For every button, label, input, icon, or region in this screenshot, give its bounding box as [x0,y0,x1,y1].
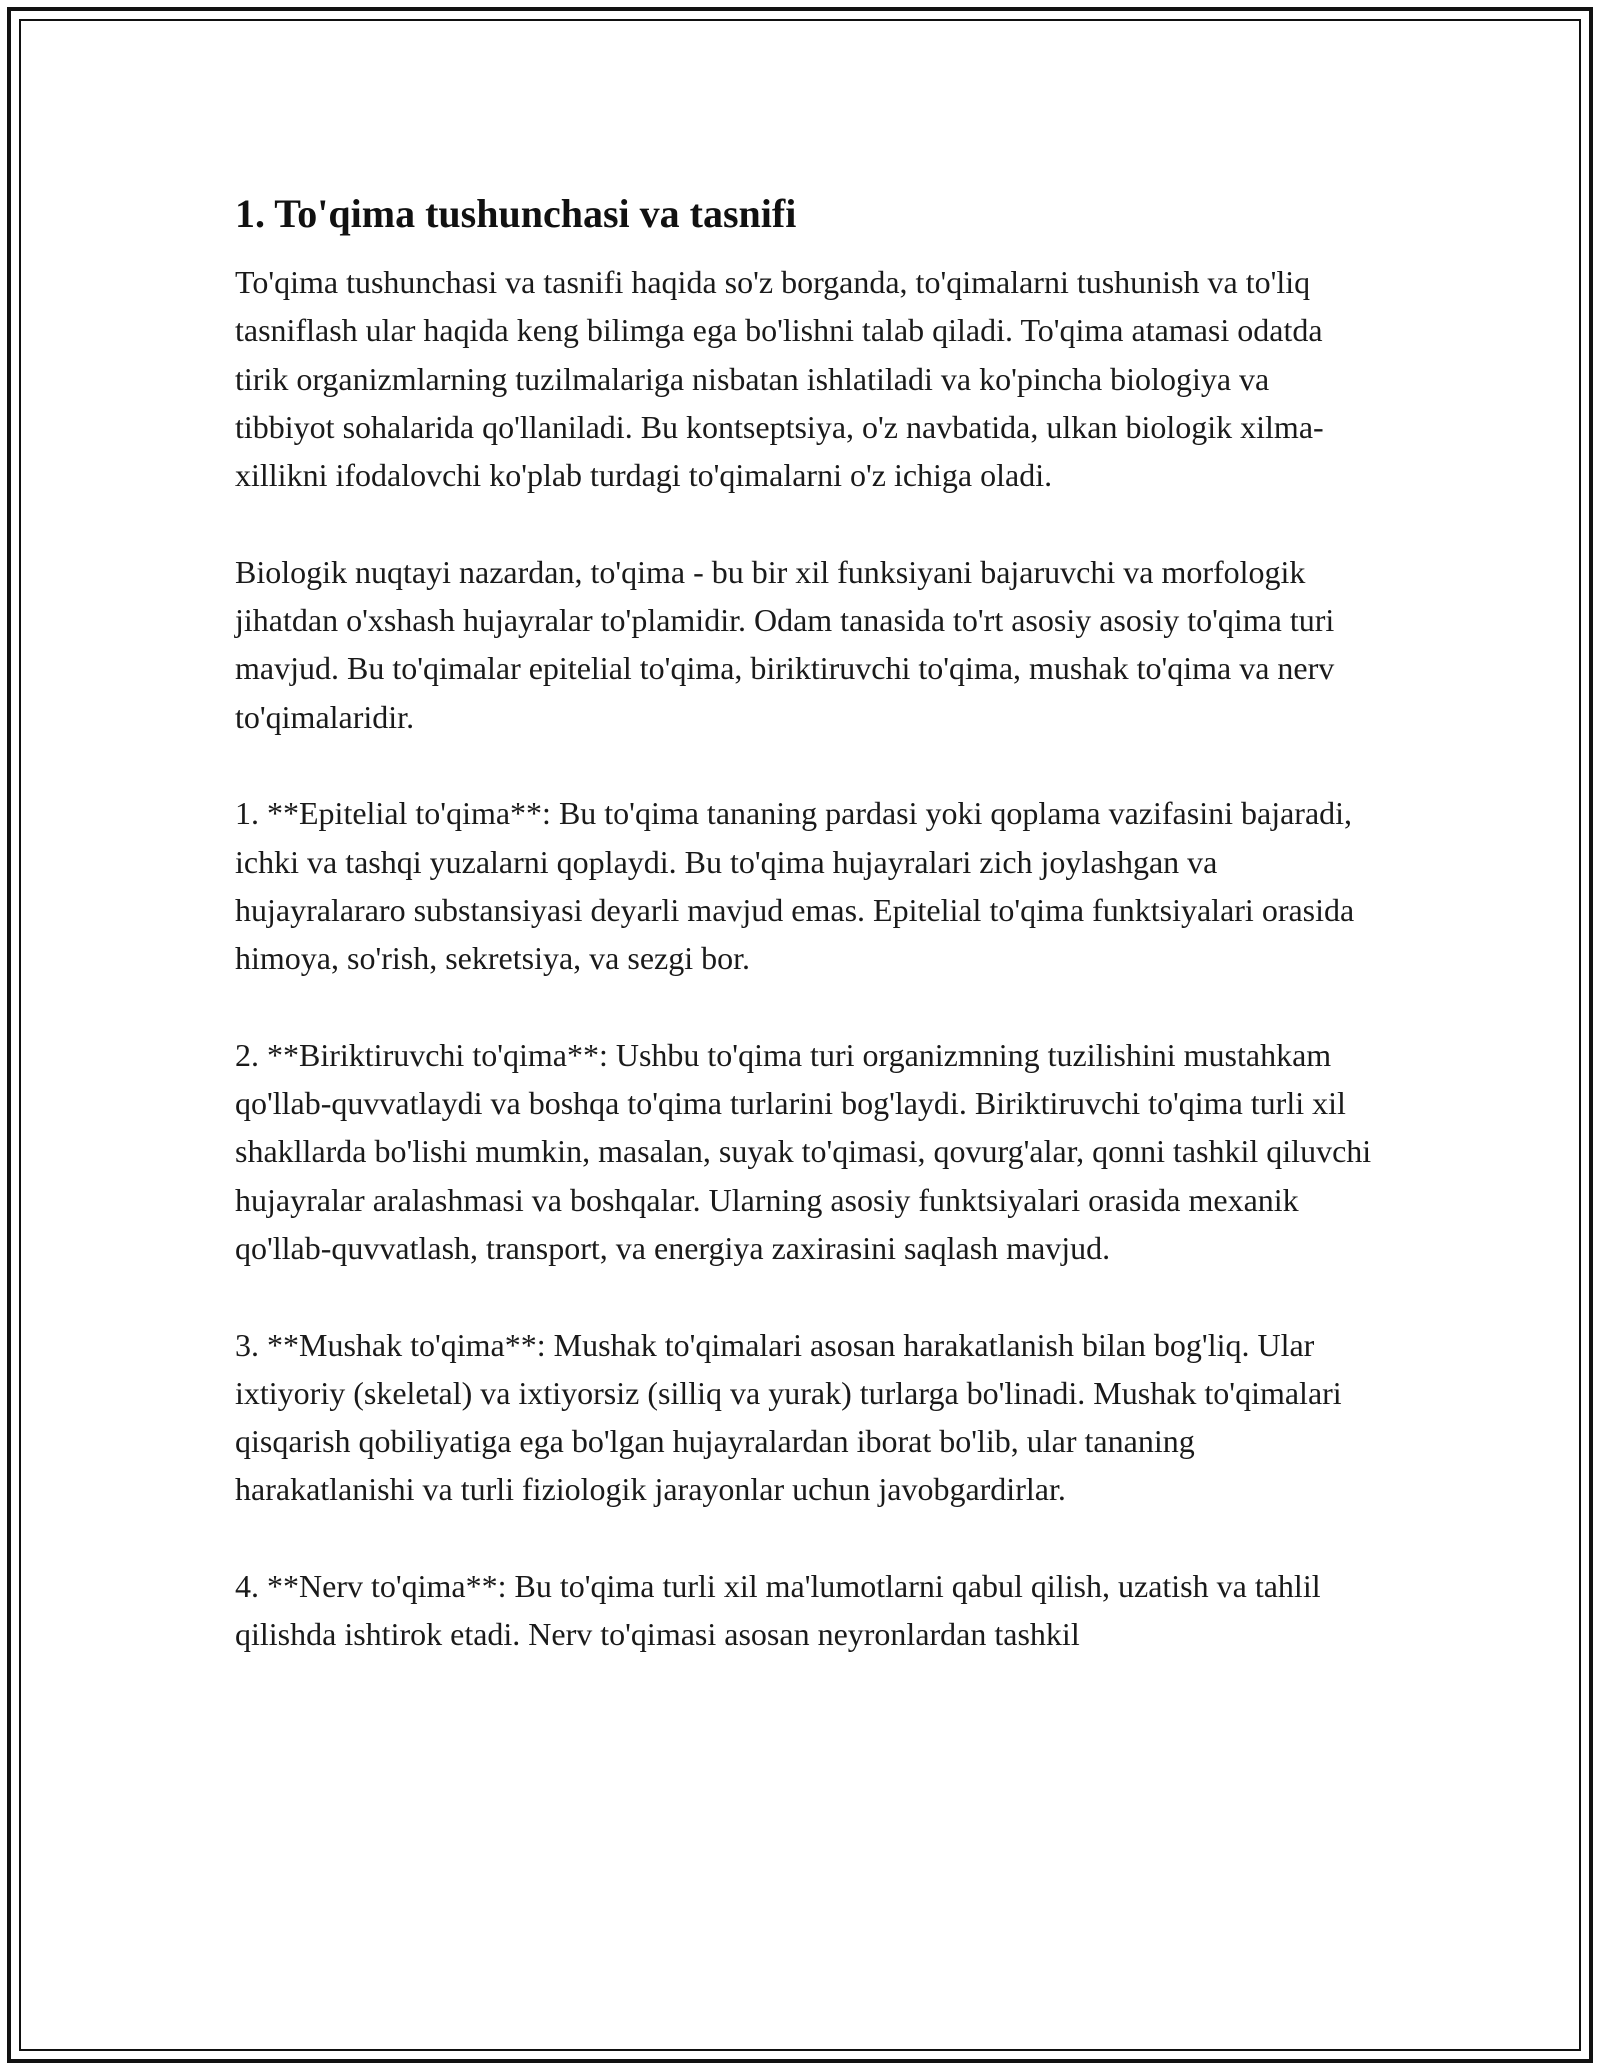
paragraph-epithelial-tissue: 1. **Epitelial to'qima**: Bu to'qima tananing pardasi yoki qoplama vazifasini bajaradi, ichki va tashqi yuzalarni qoplaydi. Bu to'qima hujayralari zich joylashgan va hujayralararo substansiyasi deyarli mavjud emas. Epitelial to'qima funktsiyalari orasida himoya, so'rish, sekretsiya, va sezgi bor. [235,795,1355,977]
paragraph-biological-view: Biologik nuqtayi nazardan, to'qima - bu bir xil funksiyani bajaruvchi va morfologik jihatdan o'xshash hujayralar to'plamidir. Odam tanasida to'rt asosiy asosiy to'qima turi mavjud. Bu to'qimalar epitelial to'qima, biriktiruvchi to'qima, mushak to'qima va nerv to'qimalaridir. [235,553,1335,735]
paragraph-muscle-tissue: 3. **Mushak to'qima**: Mushak to'qimalari asosan harakatlanish bilan bog'liq. Ular ixtiyoriy (skeletal) va ixtiyorsiz (silliq va yurak) turlarga bo'linadi. Mushak to'qimalari qisqarish qobiliyatiga ega bo'lgan hujayralardan iborat bo'lib, ular tananing harakatlanishi va turli fiziologik jarayonlar uchun javobgardirlar. [235,1326,1342,1508]
section-heading: 1. To'qima tushunchasi va tasnifi [235,191,797,236]
paragraph-connective-tissue: 2. **Biriktiruvchi to'qima**: Ushbu to'qima turi organizmning tuzilishini mustahkam qo'llab-quvvatlaydi va boshqa to'qima turlarini bog'laydi. Biriktiruvchi to'qima turli xil shakllarda bo'lishi mumkin, masalan, suyak to'qimasi, qovurg'alar, qonni tashkil qiluvchi hujayralar aralashmasi va boshqalar. Ularning asosiy funktsiyalari orasida mexanik qo'llab-quvvatlash, transport, va energiya zaxirasini saqlash mavjud. [235,1036,1372,1266]
paragraph-nerve-tissue: 4. **Nerv to'qima**: Bu to'qima turli xil ma'lumotlarni qabul qilish, uzatish va tahlil qilishda ishtirok etadi. Nerv to'qimasi asosan neyronlardan tashkil [235,1568,1321,1653]
document-body [235,186,1375,1707]
paragraph-intro: To'qima tushunchasi va tasnifi haqida so'z borganda, to'qimalarni tushunish va to'liq tasniflash ular haqida keng bilimga ega bo'lishni talab qiladi. To'qima atamasi odatda tirik organizmlarning tuzilmalariga nisbatan ishlatiladi va ko'pincha biologiya va tibbiyot sohalarida qo'llaniladi. Bu kontseptsiya, o'z navbatida, ulkan biologik xilma-xillikni ifodalovchi ko'plab turdagi to'qimalarni o'z ichiga oladi. [235,264,1324,494]
